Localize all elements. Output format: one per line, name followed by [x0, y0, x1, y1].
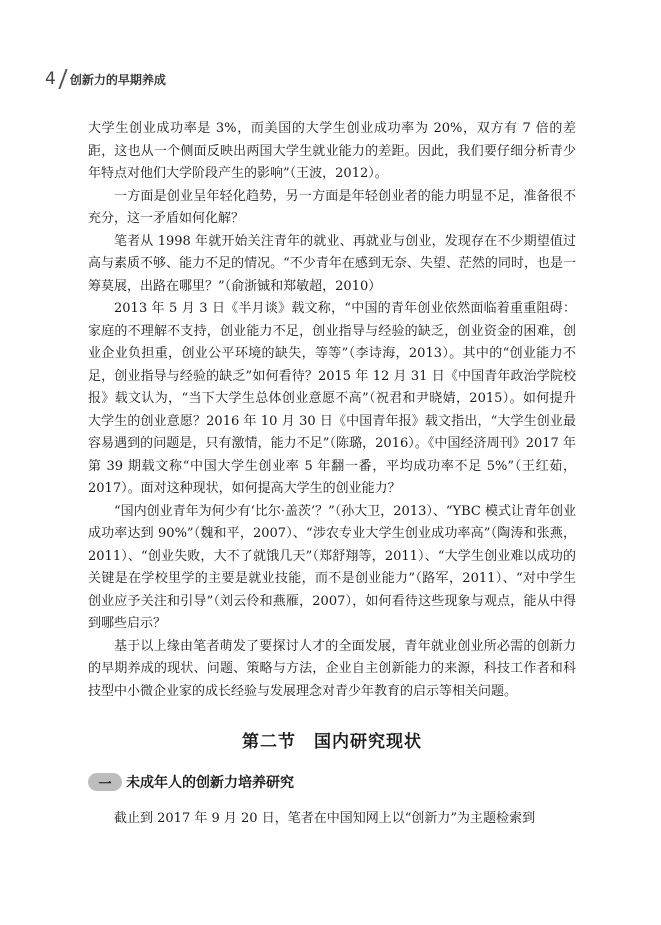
subsection-heading [88, 772, 576, 792]
subsection-title: 未成年人的创新力培养研究 [126, 775, 294, 791]
section-title: 第二节 国内研究现状 [242, 732, 422, 752]
paragraph-3: 笔者从 1998 年就开始关注青年的就业、再就业与创业，发现存在不少期望值过高与素质不够、能力不足的情况。“不少青年在感到无奈、失望、茫然的同时，也是一筹莫展，出路在哪里？”（俞浙铖和郑敏超，2010） [88, 233, 576, 294]
subsection-number-badge: 一 [88, 773, 122, 791]
header-divider [58, 69, 67, 89]
paragraph-6: 基于以上缘由笔者萌发了要探讨人才的全面发展，青年就业创业所必需的创新力的早期养成的现状、问题、策略与方法，企业自主创新能力的来源，科技工作者和科技型中小微企业家的成长经验与发展理念对青少年教育的启示等相关问题。 [88, 638, 576, 699]
paragraph-4: 2013 年 5 月 3 日《半月谈》载文称，“中国的青年创业依然面临着重重阻碍：家庭的不理解不支持，创业能力不足，创业指导与经验的缺乏，创业资金的困难，创业企业负担重，创业公平环境的缺失，等等”（李诗海，2013）。其中的“创业能力不足，创业指导与经验的缺乏”如何看待？2015 年 12 月 31 日《中国青年政治学院校报》载文认为，“当下大学生总体创业意愿不高”（祝君和尹晓婧，2015）。如何提升大学生的创业意愿？2016 年 10 月 30 日《中国青年报》载文指出，“大学生创业最容易遇到的问题是，只有激情，能力不足”（陈璐，2016）。《中国经济周刊》2017 年第 39 期载文称“中国大学生创业率 5 年翻一番，平均成功率不足 5%”（王红茹，2017）。面对这种现状，如何提高大学生的创业能力？ [88, 301, 576, 496]
paragraph-7: 截止到 2017 年 9 月 20 日，笔者在中国知网上以“创新力”为主题检索到 [114, 811, 535, 826]
paragraph-2: 一方面是创业呈年轻化趋势，另一方面是年轻创业者的能力明显不足，准备很不充分，这一矛盾如何化解？ [88, 188, 576, 226]
page-body [88, 118, 576, 831]
page-number: 4 [45, 69, 56, 89]
running-title: 创新力的早期养成 [69, 72, 166, 87]
page-header [45, 68, 166, 90]
paragraph-5: “国内创业青年为何少有‘比尔·盖茨’？”（孙大卫，2013）、“YBC 模式让青年创业成功率达到 90%”（魏和平，2007）、“涉农专业大学生创业成功率高”（陶涛和张燕，2011）、“创业失败，大不了就饿几天”（郑舒翔等，2011）、“大学生创业难以成功的关键是在学校里学的主要是就业技能，而不是创业能力”（路军，2011）、“对中学生创业应予关注和引导”（刘云伶和燕雁，2007），如何看待这些现象与观点，能从中得到哪些启示？ [88, 503, 576, 631]
paragraph-1: 大学生创业成功率是 3%，而美国的大学生创业成功率为 20%，双方有 7 倍的差距，这也从一个侧面反映出两国大学生就业能力的差距。因此，我们要仔细分析青少年特点对他们大学阶段产生的影响”（王波，2012）。 [88, 121, 576, 181]
